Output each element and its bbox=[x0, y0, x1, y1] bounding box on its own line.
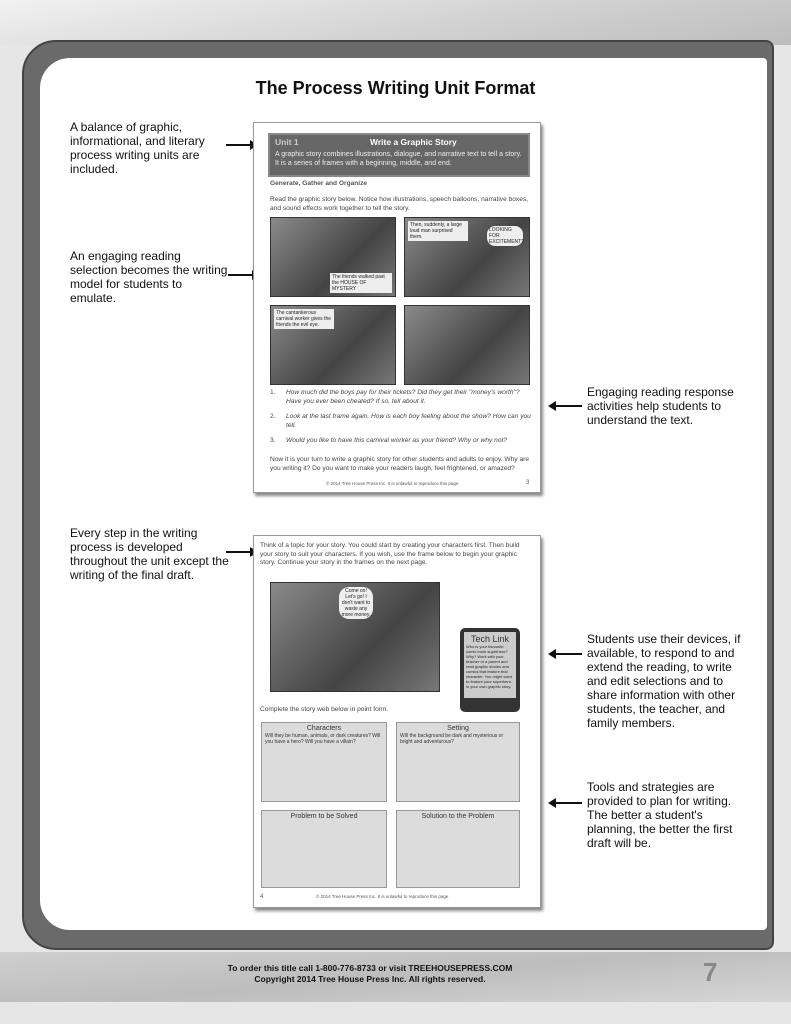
section-heading: Generate, Gather and Organize bbox=[270, 180, 368, 187]
box-prompt: Will they be human, animals, or dark creatures? Will you have a hero? Will you have a villain? bbox=[265, 733, 381, 745]
unit-header bbox=[268, 133, 530, 177]
arrow-right-icon bbox=[226, 551, 256, 553]
tech-link-tablet bbox=[460, 628, 520, 712]
arrow-left-icon bbox=[550, 653, 582, 655]
box-title: Characters bbox=[306, 725, 342, 732]
arrow-left-icon bbox=[550, 405, 582, 407]
comic-frame-2 bbox=[404, 217, 530, 297]
question-text: Would you like to have this carnival worker as your friend? Why or why not? bbox=[286, 437, 507, 444]
tech-link-text: Who is your favourite comic book superhero? Why? Work with your teacher or a parent and read graphic stories and comics that feature that character. You might want to feature your superhero in your own graphic story. bbox=[466, 644, 512, 689]
question-number: 1. bbox=[270, 389, 276, 396]
question-number: 2. bbox=[270, 413, 276, 420]
question-text: Look at the last frame again. How is each boy feeling about the show? How can you tell. bbox=[286, 413, 531, 429]
question-number: 3. bbox=[270, 437, 276, 444]
copyright-notice: © 2014 Tree House Press Inc. It is unlawful to reproduce this page bbox=[316, 894, 449, 899]
closing-text: Now it is your turn to write a graphic story for other students and adults to enjoy. Why are you writing it? Do you want to make your readers laugh, feel frightened, or amazed? bbox=[270, 456, 529, 472]
comic-frame-4 bbox=[404, 305, 530, 385]
tech-link-title: Tech Link bbox=[470, 634, 510, 644]
copyright: Copyright 2014 Tree House Press Inc. All rights reserved. bbox=[254, 974, 486, 984]
box-title: Problem to be Solved bbox=[290, 813, 358, 820]
order-info: To order this title call 1-800-776-8733 or visit TREEHOUSEPRESS.COM bbox=[227, 963, 513, 973]
note-reading-selection: An engaging reading selection becomes the writing model for students to emulate. bbox=[70, 249, 228, 305]
top-band bbox=[0, 0, 791, 45]
question-2 bbox=[270, 413, 532, 430]
page-title: The Process Writing Unit Format bbox=[255, 78, 536, 98]
comic-caption: The friends walked past the HOUSE OF MYSTERY bbox=[330, 273, 392, 293]
note-tech-link: Students use their devices, if available, to respond to and extend the reading, to write and edit selections and to share information with other students, the teacher, and family members. bbox=[587, 632, 741, 730]
note-writing-process: Every step in the writing process is developed throughout the unit except the writing of the final draft. bbox=[70, 526, 229, 582]
unit-description: A graphic story combines illustrations, dialogue, and narrative text to tell a story. It is a series of frames with a beginning, middle, and end. bbox=[275, 151, 522, 167]
page-number: 7 bbox=[703, 957, 718, 987]
copyright-notice: © 2014 Tree House Press Inc. It is unlawful to reproduce this page bbox=[326, 481, 459, 486]
box-title: Solution to the Problem bbox=[421, 813, 495, 820]
speech-bubble: LOOKING FOR EXCITEMENT? bbox=[489, 227, 525, 245]
sample-page-4 bbox=[253, 535, 541, 908]
question-text: How much did the boys pay for their tickets? Did they get their "money's worth"? Have you ever been cheated? If so, tell about it. bbox=[286, 389, 520, 405]
speech-bubble: Come on! Let's go! I don't want to waste any more money. bbox=[339, 587, 373, 619]
box-prompt: Will the background be dark and mysterious or bright and adventurous? bbox=[400, 733, 504, 745]
comic-caption: Then, suddenly, a large loud man surprised them. bbox=[408, 221, 468, 241]
question-1 bbox=[270, 389, 532, 406]
page-number: 4 bbox=[260, 894, 264, 900]
box-title: Setting bbox=[447, 725, 469, 732]
box-characters bbox=[261, 722, 387, 802]
intro-text: Think of a topic for your story. You could start by creating your characters first. Then build your story to suit your characters. If you wish, use the frame below to begin your graphic story. Continue your story in the frames on the next page. bbox=[260, 542, 520, 566]
note-reading-response: Engaging reading response activities help students to understand the text. bbox=[587, 385, 734, 427]
comic-frame-1 bbox=[270, 217, 396, 297]
page-number: 3 bbox=[526, 480, 530, 486]
intro-text: Read the graphic story below. Notice how illustrations, speech balloons, narrative boxes, and sound effects work together to tell the story. bbox=[270, 196, 529, 212]
arrow-right-icon bbox=[226, 144, 256, 146]
unit-number: Unit 1 bbox=[275, 137, 299, 147]
comic-caption: The cantankerous carnival worker gives the friends the evil eye. bbox=[274, 309, 334, 329]
arrow-left-icon bbox=[550, 802, 582, 804]
footer-text bbox=[200, 963, 540, 985]
note-planning-tools: Tools and strategies are provided to plan for writing. The better a student's planning, the better the first draft will be. bbox=[587, 780, 733, 850]
box-solution bbox=[396, 810, 520, 888]
unit-title: Write a Graphic Story bbox=[370, 137, 457, 147]
box-setting bbox=[396, 722, 520, 802]
question-3 bbox=[270, 437, 532, 446]
comic-frame-3 bbox=[270, 305, 396, 385]
story-web-prompt: Complete the story web below in point form. bbox=[260, 706, 389, 713]
note-unit-balance: A balance of graphic, informational, and literary process writing units are included. bbox=[70, 120, 205, 176]
comic-frame bbox=[270, 582, 440, 692]
sample-page-3 bbox=[253, 122, 541, 493]
box-problem bbox=[261, 810, 387, 888]
